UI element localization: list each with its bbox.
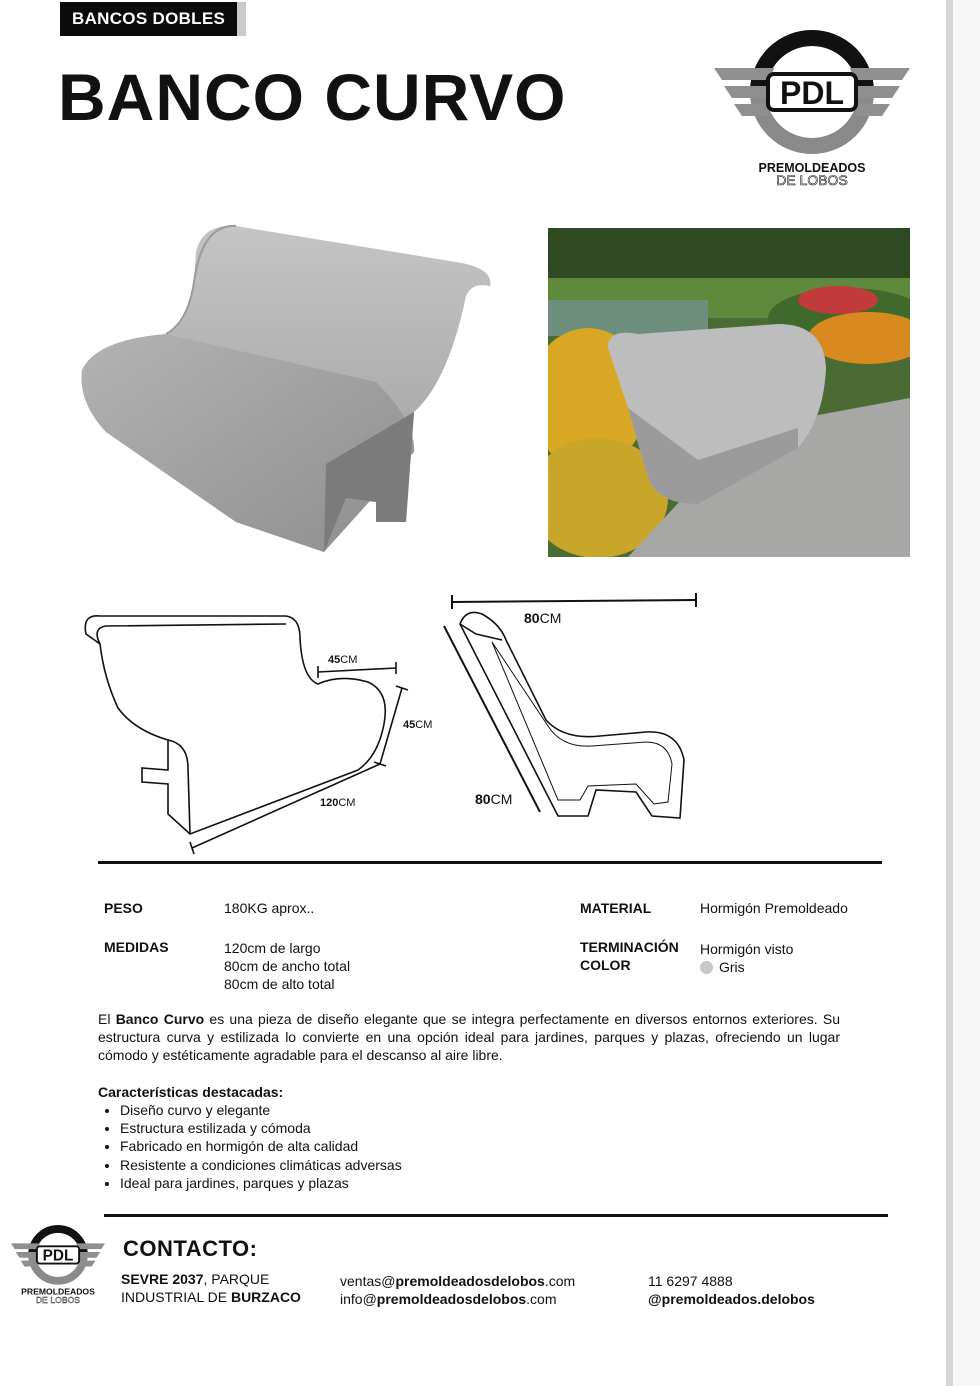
divider-top [98,861,882,864]
weight-label: PESO [104,900,143,916]
phone-number[interactable]: 11 6297 4888 [648,1273,733,1289]
contact-address: SEVRE 2037, PARQUE INDUSTRIAL DE BURZACO [121,1271,301,1305]
weight-value: 180KG aprox.. [224,900,315,916]
front-depth-unit: CM [340,654,358,666]
svg-text:45CM [328,654,357,666]
front-dimension-drawing [78,608,440,856]
garden-photo [548,228,910,557]
side-height-unit: CM [490,791,513,807]
logo-small-mark: PDL [42,1247,74,1265]
list-item: • Fabricado en hormigón de alta calidad [120,1137,402,1155]
contact-heading: CONTACTO: [123,1236,258,1261]
measure-length: 120cm de largo [224,940,321,956]
logo-small-line-1: PREMOLDEADOS [21,1286,95,1297]
product-name: Banco Curvo [115,1011,205,1027]
color-swatch [700,961,713,974]
logo-mark: PDL [780,75,844,111]
bench-photo [76,222,496,560]
front-height-value: 45 [403,719,416,731]
front-depth-value: 45 [328,654,341,666]
category-tag: BANCOS DOBLES [60,2,246,36]
side-dimension-drawing [440,590,702,826]
list-item: • Resistente a condiciones climáticas adversas [120,1156,402,1174]
finish-values [700,940,793,976]
contact-social [648,1272,815,1308]
front-length-unit: CM [338,797,356,809]
logo-small-line-2: DE LOBOS [35,1294,81,1305]
svg-text:120CM [320,797,355,809]
divider-bottom [104,1214,888,1217]
email-sales-link[interactable]: ventas@premoldeadosdelobos.com [340,1273,576,1289]
color-value: Gris [719,959,745,975]
email-info-link[interactable]: info@premoldeadosdelobos.com [340,1291,557,1307]
finish-value: Hormigón visto [700,941,794,957]
finish-label [580,938,679,974]
instagram-handle[interactable]: @premoldeados.delobos [648,1291,815,1307]
right-edge-bar [946,0,980,1386]
contact-emails [340,1272,575,1308]
list-item: • Ideal para jardines, parques y plazas [120,1174,402,1192]
product-description: El Banco Curvo es una pieza de diseño elegante que se integra perfectamente en diversos entornos exteriores. Su estructura curva y estilizada lo convierte en una opción ideal para jardines, parques y plazas, ofreciendo un lugar cómodo y estéticamente agradable para el descanso al aire libre. [98,1011,841,1063]
svg-text:80CM [475,791,512,807]
front-height-unit: CM [415,719,433,731]
side-width-value: 80 [524,610,540,626]
front-length-value: 120 [320,797,339,809]
svg-text:45CM [403,719,432,731]
measures-label: MEDIDAS [104,939,169,955]
features-heading: Características destacadas: [98,1084,284,1100]
logo-line-1: PREMOLDEADOS [758,161,866,175]
logo-line-2: DE LOBOS [776,172,848,188]
list-item: • Estructura estilizada y cómoda [120,1119,402,1137]
side-width-unit: CM [539,610,562,626]
features-list [98,1101,402,1192]
page-title: BANCO CURVO [58,60,567,134]
list-item: • Diseño curvo y elegante [120,1101,402,1119]
material-label: MATERIAL [580,900,652,916]
side-height-value: 80 [475,791,491,807]
finish-label-line-2: COLOR [580,957,631,973]
measure-width: 80cm de ancho total [224,958,351,974]
material-value: Hormigón Premoldeado [700,900,848,916]
finish-label-line-1: TERMINACIÓN [580,939,679,955]
pdl-logo-small [10,1224,106,1306]
measures-values [224,939,350,993]
svg-text:80CM [524,610,561,626]
pdl-logo [712,28,912,194]
measure-height: 80cm de alto total [224,976,335,992]
